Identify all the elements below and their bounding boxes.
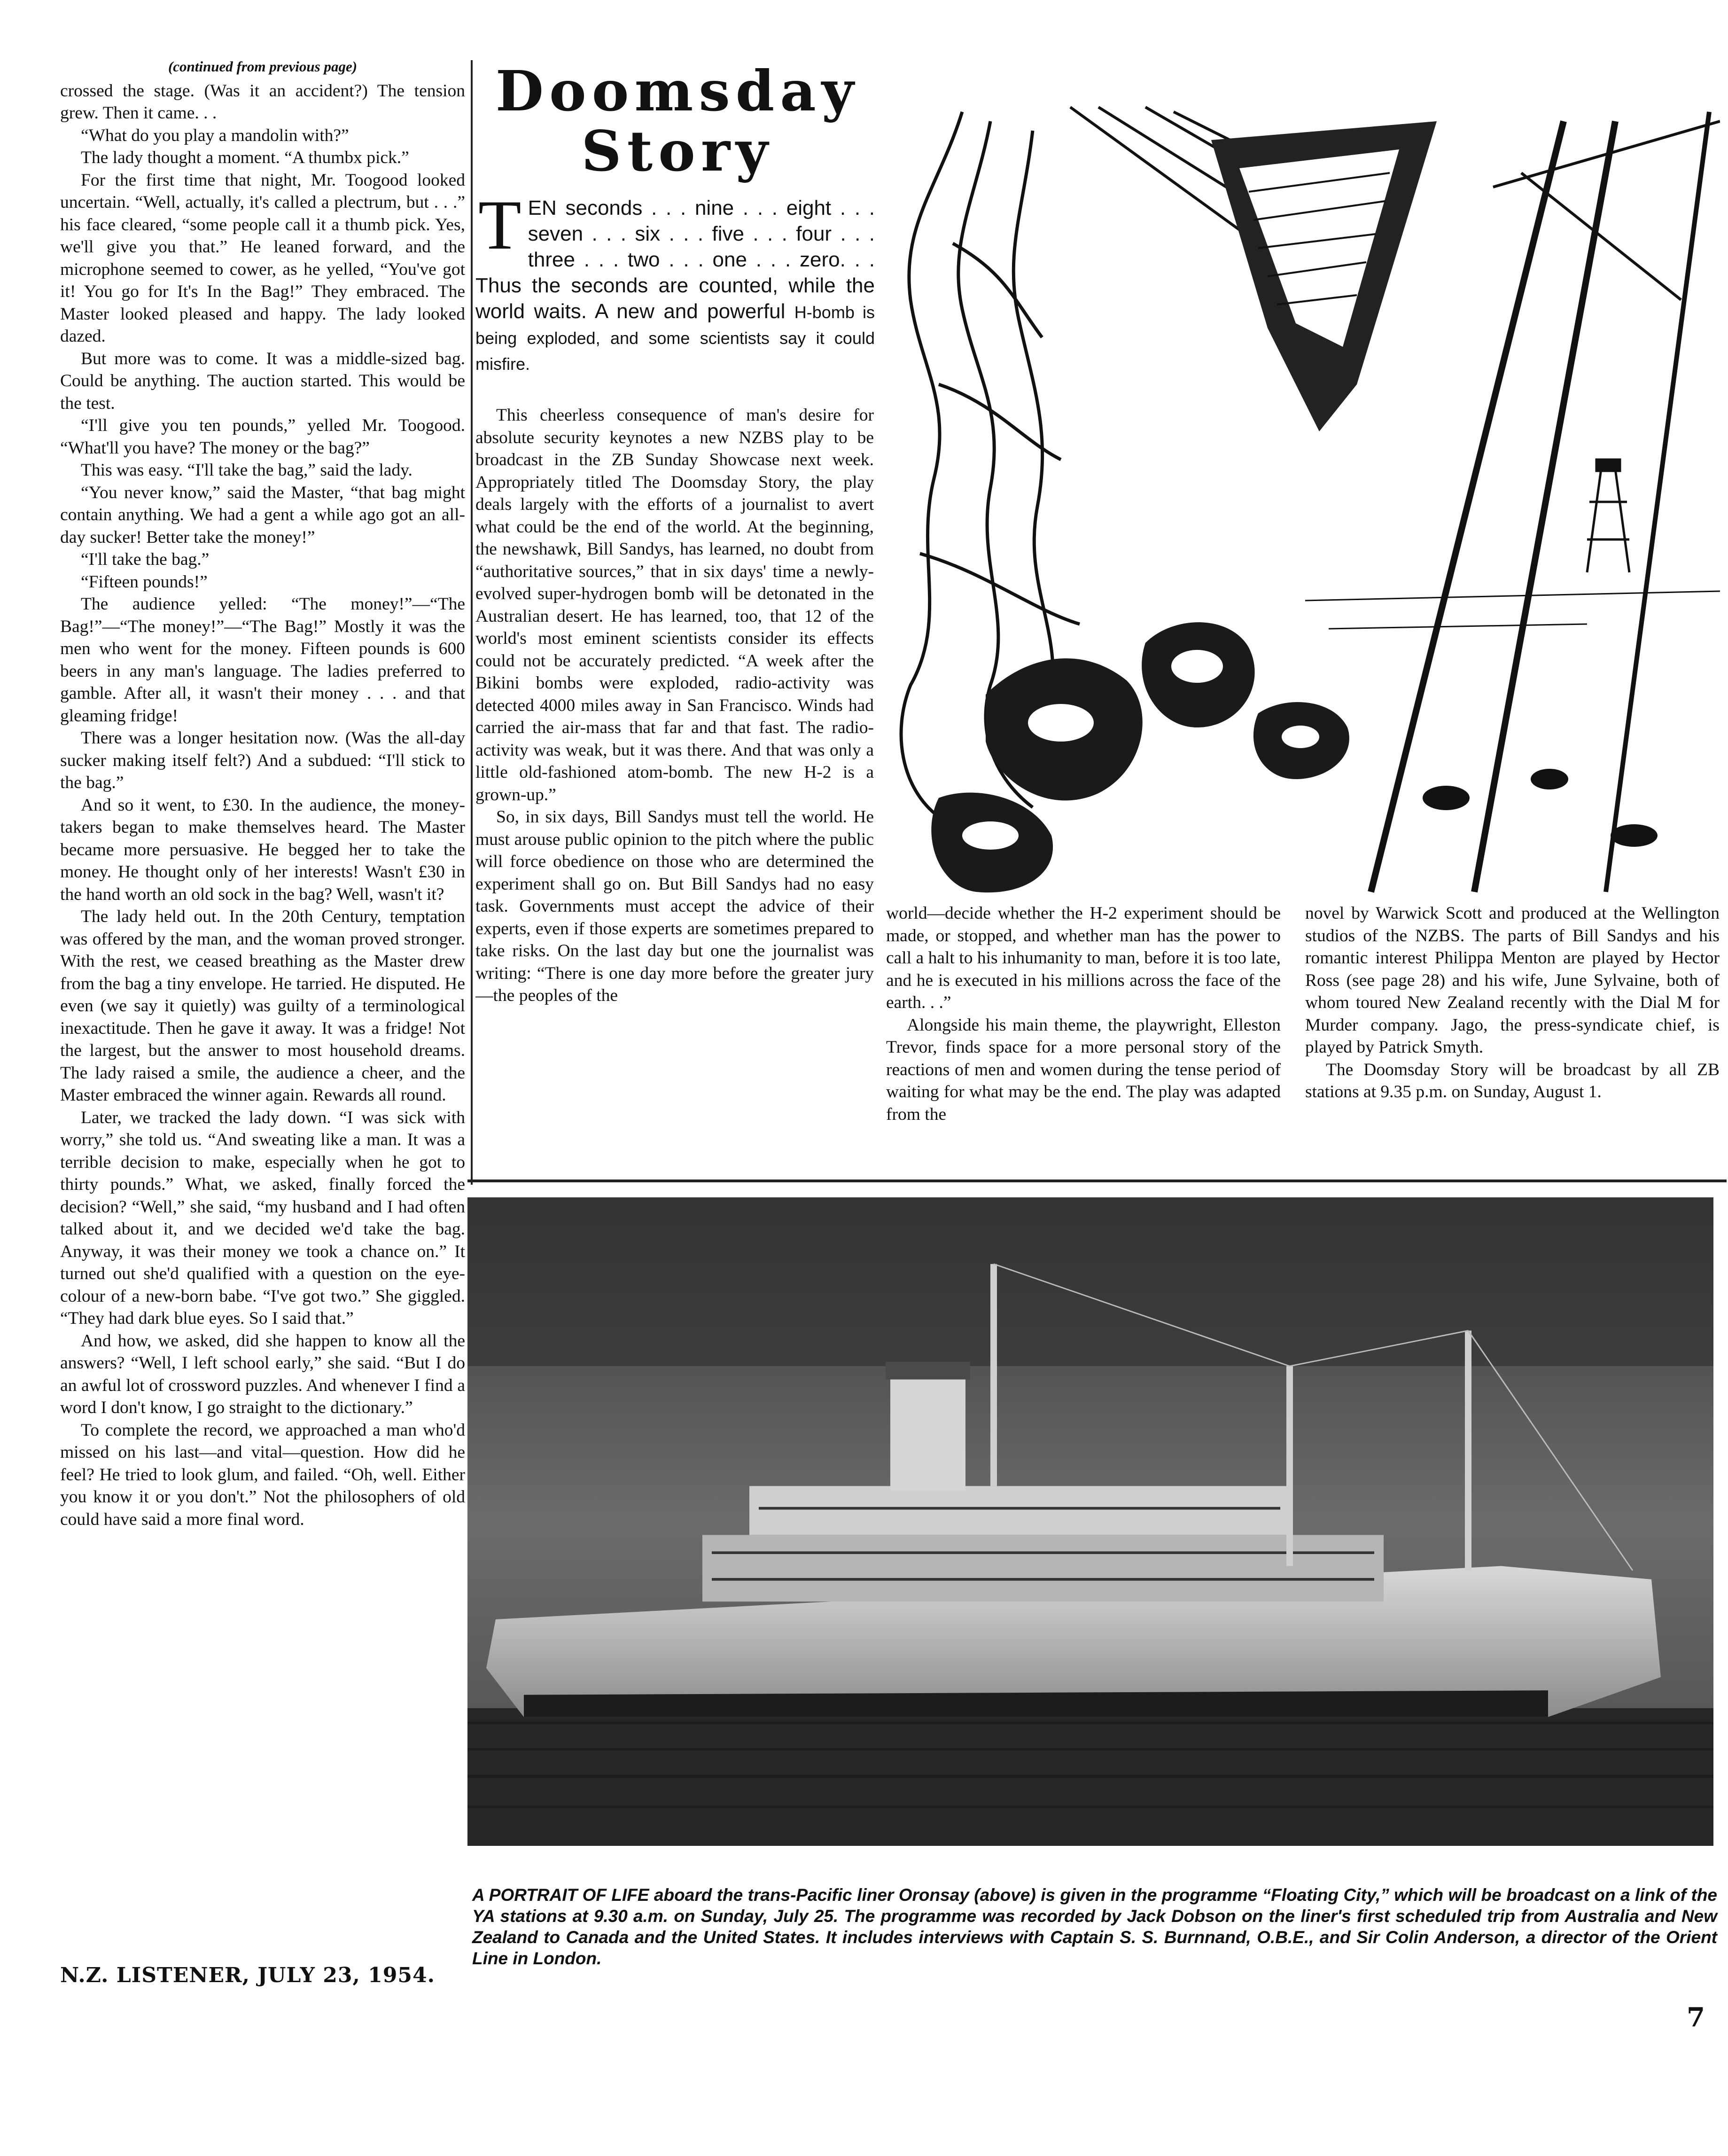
paragraph: world—decide whether the H-2 experiment should be made, or stopped, and whether man has the power to call a halt to his inhumanity to man, before it is too late, and he is executed in his millions across the face of the earth. . .”: [886, 904, 1281, 1012]
paragraph: The lady held out. In the 20th Century, temptation was offered by the man, and the woman proved stronger. With the rest, we ceased breathing as the Master drew from the bag a tiny envelope. He tarried. He disputed. He even (we say it quietly) was guilty of a terminological inexactitude. Then he gave it away. It was a fridge! Not the largest, but the answer to most household dreams. The lady raised a smile, the audience a cheer, and the Master embraced the winner again. Rewards all round.: [60, 907, 465, 1105]
paragraph: crossed the stage. (Was it an accident?) The tension grew. Then it came. . .: [60, 81, 465, 123]
funnel-top: [886, 1362, 970, 1380]
headline-line-2: Story: [581, 118, 774, 184]
paragraph: For the first time that night, Mr. Toogood looked uncertain. “Well, actually, it's called a plectrum, but . . .” his face cleared, “some people call it a thumb pick. Yes, we'll give you that.” He leaned forward, and the microphone seemed to cower, as he yelled, “You've got it! You go for It's In the Bag!” They embraced. The Master looked pleased and happy. The lady looked dazed.: [60, 170, 465, 346]
paragraph: “What do you play a mandolin with?”: [81, 125, 349, 145]
left-paragraphs: [60, 80, 465, 1531]
paragraph: So, in six days, Bill Sandys must tell the world. He must arouse public opinion to the pitch where the public will force obedience on those who are determined the experiment shall go on. But Bill Sandys had no easy task. Governments must accept the advice of their experts, even if those experts are sometimes prepared to take risks. On the last day but one the journalist was writing: “There is one day more before the greater jury—the peoples of the: [475, 807, 874, 1005]
paragraph: But more was to come. It was a middle-sized bag. Could be anything. The auction started. This would be the test.: [60, 349, 465, 413]
headline: [475, 58, 880, 184]
paragraph: “Fifteen pounds!”: [81, 572, 208, 592]
paragraph: There was a longer hesitation now. (Was the all-day sucker making itself felt?) And a subdued: “I'll stick to the bag.”: [60, 728, 465, 792]
headline-line-1: Doomsday: [495, 58, 860, 124]
superstructure-lower: [702, 1535, 1384, 1601]
continued-label: (continued from previous page): [168, 58, 358, 75]
paragraph: The audience yelled: “The money!”—“The Bag!”—“The money!”—“The Bag!” Mostly it was the men who went for the money. Fifteen pounds is 600 beers in any man's language. The ladies preferred to gamble. After all, it wasn't their money . . . and that gleaming fridge!: [60, 594, 465, 726]
paragraph: And so it went, to £30. In the audience, the money-takers began to make themselves heard. The Master became more persuasive. He begged her to take the money. He thought only of her interests! Wasn't £30 in the hand worth an old sock in the bag? Well, wasn't it?: [60, 795, 465, 904]
ship-hull-waterline: [524, 1690, 1548, 1717]
page-number: 7: [1687, 2002, 1705, 2033]
paragraph: “I'll take the bag.”: [81, 550, 210, 569]
lede-paragraph: [475, 186, 875, 376]
hills: [467, 1197, 1713, 1366]
section-rule: [467, 1180, 1727, 1182]
paragraph: And how, we asked, did she happen to know all the answers? “Well, I left school early,” she said. “But I do an awful lot of crossword puzzles. And whenever I find a word I don't know, I go straight to the dictionary.”: [60, 1331, 465, 1417]
photo-caption: A PORTRAIT OF LIFE aboard the trans-Pacific liner Oronsay (above) is given in the programme “Floating City,” which will be broadcast on a link of the YA stations at 9.30 a.m. on Sunday, July 25. The programme was recorded by Jack Dobson on the liner's first scheduled trip from Australia and New Zealand to Canada and the United States. It includes interviews with Captain S. S. Burnnand, O.B.E., and Sir Colin Anderson, a director of the Orient Line in London.: [472, 1885, 1717, 1968]
lede-large-text: EN seconds . . . nine . . . eight . . . seven . . . six . . . five . . . four . . . three . . . two . . . one . . . zero. . . Thus the seconds are counted, while the world waits. A new and powerful: [475, 196, 875, 323]
paragraph: “You never know,” said the Master, “that bag might contain anything. We had a gent a while ago got an all-day sucker! Better take the money!”: [60, 483, 465, 547]
lede-small-text: H-bomb is being exploded, and some scientists say it could misfire.: [475, 303, 875, 374]
paragraph: This was easy. “I'll take the bag,” said the lady.: [81, 461, 413, 480]
drop-cap: T: [478, 186, 522, 264]
h-bomb-illustration: [882, 102, 1720, 899]
paragraph: The lady thought a moment. “A thumbx pick.”: [81, 148, 409, 167]
doomsday-column-3: [1305, 902, 1720, 1180]
superstructure-upper: [749, 1486, 1290, 1535]
paragraph: Later, we tracked the lady down. “I was sick with worry,” she told us. “And sweating like a man. It was a terrible decision to make, especially when he got to thirty pounds.” What, we asked, finally forced the decision? “Well,” she said, “my husband and I had often talked about it, and we decided we'd take the bag. Anyway, it was their money we took a chance on.” It turned out she'd qualified with a question on the eye-colour of a new-born babe. “I've got two.” She giggled. “They had dark blue eyes. So I said that.”: [60, 1108, 465, 1328]
left-column-article: [60, 55, 465, 1966]
funnel: [890, 1366, 965, 1491]
paragraph: To complete the record, we approached a man who'd missed on his last—and vital—question. How did he feel? He tried to look glum, and failed. “Oh, well. Either you know it or you don't.” Not the philosophers of old could have said a more final word.: [60, 1420, 465, 1529]
paragraph: Alongside his main theme, the playwright, Elleston Trevor, finds space for a more personal story of the reactions of men and women during the tense period of waiting for what may be the end. The play was adapted from the: [886, 1015, 1281, 1124]
doomsday-column-2: [886, 902, 1281, 1180]
paragraph: This cheerless consequence of man's desire for absolute security keynotes a new NZBS play to be broadcast in the ZB Sunday Showcase next week. Appropriately titled The Doomsday Story, the play deals largely with the efforts of a journalist to avert what could be the end of the world. At the beginning, the newshawk, Bill Sandys, has learned, no doubt from “authoritative sources,” that in six days' time a newly-evolved super-hydrogen bomb will be detonated in the Australian desert. He has learned, too, that 12 of the world's most eminent scientists consider its effects could not be accurately predicted. “A week after the Bikini bombs were exploded, radio-activity was detected 4000 miles away in San Francisco. Winds had carried the air-mass that far and that fast. The radio-activity was weak, but it was there. And that was only a little old-fashioned atom-bomb. The new H-2 is a grown-up.”: [475, 406, 874, 805]
oronsay-liner-photo: [467, 1197, 1713, 1846]
doomsday-column-1: [475, 404, 874, 1177]
paragraph: The Doomsday Story will be broadcast by all ZB stations at 9.35 p.m. on Sunday, August 1.: [1305, 1060, 1720, 1101]
footer-publication-date: N.Z. LISTENER, JULY 23, 1954.: [60, 1963, 435, 1987]
paragraph: novel by Warwick Scott and produced at the Wellington studios of the NZBS. The parts of Bill Sandys and his romantic interest Philippa Menton are played by Hector Ross (see page 28) and his wife, June Sylvaine, both of whom toured New Zealand recently with the Dial M for Murder company. Jago, the press-syndicate chief, is played by Patrick Smyth.: [1305, 904, 1720, 1057]
column-rule: [471, 60, 473, 1185]
paragraph: “I'll give you ten pounds,” yelled Mr. Toogood. “What'll you have? The money or the bag?”: [60, 416, 465, 458]
